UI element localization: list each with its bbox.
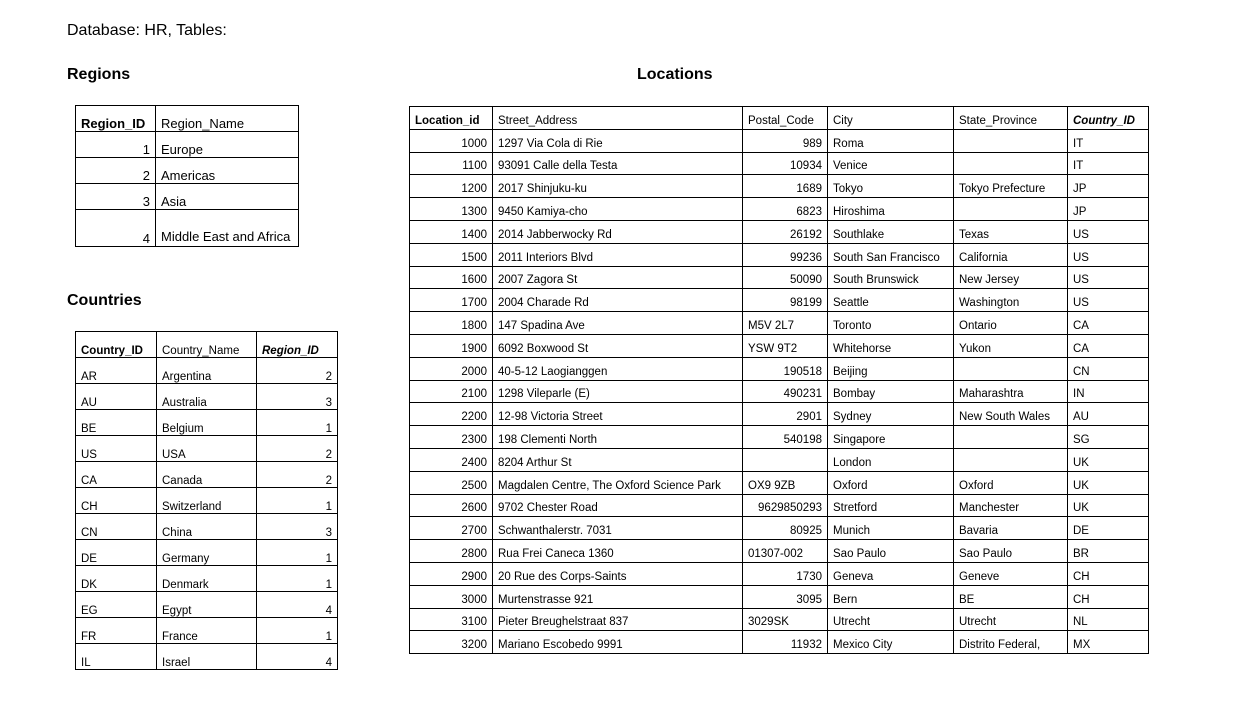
country-id-cell: MX: [1068, 631, 1149, 654]
state-province-cell: Manchester: [954, 494, 1068, 517]
table-row: [76, 184, 299, 210]
country-id-cell: US: [1068, 220, 1149, 243]
table-row: [76, 566, 338, 592]
state-province-cell: [954, 426, 1068, 449]
street-address-cell: Pieter Breughelstraat 837: [493, 608, 743, 631]
region-id-cell: 1: [257, 410, 338, 436]
country-id-cell: EG: [76, 592, 157, 618]
location-id-cell: 1100: [410, 152, 493, 175]
postal-code-cell: [743, 448, 828, 471]
col-header-city: City: [828, 107, 954, 130]
street-address-cell: 1297 Via Cola di Rie: [493, 129, 743, 152]
street-address-cell: 2011 Interiors Blvd: [493, 243, 743, 266]
country-id-cell: US: [1068, 243, 1149, 266]
postal-code-cell: 989: [743, 129, 828, 152]
table-row: [76, 644, 338, 670]
location-id-cell: 1600: [410, 266, 493, 289]
postal-code-cell: 98199: [743, 289, 828, 312]
location-id-cell: 2900: [410, 562, 493, 585]
table-row: [410, 152, 1149, 175]
country-id-cell: NL: [1068, 608, 1149, 631]
city-cell: Sao Paulo: [828, 540, 954, 563]
state-province-cell: Geneve: [954, 562, 1068, 585]
location-id-cell: 2100: [410, 380, 493, 403]
postal-code-cell: 10934: [743, 152, 828, 175]
country-id-cell: IN: [1068, 380, 1149, 403]
table-row: [410, 403, 1149, 426]
postal-code-cell: 2901: [743, 403, 828, 426]
state-province-cell: Oxford: [954, 471, 1068, 494]
country-id-cell: US: [1068, 266, 1149, 289]
region-name-cell: Americas: [156, 158, 299, 184]
table-row: [410, 631, 1149, 654]
state-province-cell: Ontario: [954, 312, 1068, 335]
street-address-cell: 1298 Vileparle (E): [493, 380, 743, 403]
location-id-cell: 3200: [410, 631, 493, 654]
region-id-cell: 1: [76, 132, 156, 158]
state-province-cell: [954, 198, 1068, 221]
state-province-cell: Sao Paulo: [954, 540, 1068, 563]
table-row: [410, 608, 1149, 631]
city-cell: Venice: [828, 152, 954, 175]
region-id-cell: 1: [257, 540, 338, 566]
table-row: [410, 243, 1149, 266]
postal-code-cell: 540198: [743, 426, 828, 449]
street-address-cell: 40-5-12 Laogianggen: [493, 357, 743, 380]
countries-heading: Countries: [67, 292, 142, 309]
postal-code-cell: 99236: [743, 243, 828, 266]
locations-heading: Locations: [637, 66, 713, 83]
city-cell: Hiroshima: [828, 198, 954, 221]
col-header-country-name: Country_Name: [157, 332, 257, 358]
street-address-cell: Mariano Escobedo 9991: [493, 631, 743, 654]
street-address-cell: 9702 Chester Road: [493, 494, 743, 517]
country-id-cell: CH: [1068, 585, 1149, 608]
city-cell: Beijing: [828, 357, 954, 380]
state-province-cell: Distrito Federal,: [954, 631, 1068, 654]
city-cell: Bombay: [828, 380, 954, 403]
col-header-region-name: Region_Name: [156, 106, 299, 132]
country-id-cell: CA: [1068, 334, 1149, 357]
postal-code-cell: 80925: [743, 517, 828, 540]
city-cell: Stretford: [828, 494, 954, 517]
state-province-cell: [954, 152, 1068, 175]
region-id-cell: 3: [76, 184, 156, 210]
region-id-cell: 4: [257, 644, 338, 670]
location-id-cell: 2600: [410, 494, 493, 517]
country-name-cell: Egypt: [157, 592, 257, 618]
postal-code-cell: YSW 9T2: [743, 334, 828, 357]
regions-table: [75, 105, 299, 247]
table-row: [76, 410, 338, 436]
postal-code-cell: M5V 2L7: [743, 312, 828, 335]
postal-code-cell: 490231: [743, 380, 828, 403]
table-row: [410, 494, 1149, 517]
postal-code-cell: 1730: [743, 562, 828, 585]
state-province-cell: Utrecht: [954, 608, 1068, 631]
postal-code-cell: 3095: [743, 585, 828, 608]
state-province-cell: [954, 129, 1068, 152]
city-cell: London: [828, 448, 954, 471]
country-id-cell: UK: [1068, 494, 1149, 517]
table-row: [410, 380, 1149, 403]
postal-code-cell: 11932: [743, 631, 828, 654]
table-row: [76, 540, 338, 566]
state-province-cell: Maharashtra: [954, 380, 1068, 403]
postal-code-cell: OX9 9ZB: [743, 471, 828, 494]
street-address-cell: 2014 Jabberwocky Rd: [493, 220, 743, 243]
country-id-cell: DE: [1068, 517, 1149, 540]
city-cell: Tokyo: [828, 175, 954, 198]
street-address-cell: 2004 Charade Rd: [493, 289, 743, 312]
country-id-cell: DK: [76, 566, 157, 592]
country-id-cell: CN: [76, 514, 157, 540]
location-id-cell: 1400: [410, 220, 493, 243]
country-id-cell: AU: [1068, 403, 1149, 426]
state-province-cell: New South Wales: [954, 403, 1068, 426]
location-id-cell: 1000: [410, 129, 493, 152]
col-header-country-id: Country_ID: [1068, 107, 1149, 130]
country-id-cell: CH: [1068, 562, 1149, 585]
country-name-cell: Switzerland: [157, 488, 257, 514]
table-row: [410, 129, 1149, 152]
city-cell: Sydney: [828, 403, 954, 426]
street-address-cell: 147 Spadina Ave: [493, 312, 743, 335]
city-cell: Seattle: [828, 289, 954, 312]
state-province-cell: Bavaria: [954, 517, 1068, 540]
city-cell: Oxford: [828, 471, 954, 494]
postal-code-cell: 50090: [743, 266, 828, 289]
country-id-cell: AU: [76, 384, 157, 410]
region-name-cell: Middle East and Africa: [156, 210, 299, 247]
table-row: [410, 471, 1149, 494]
country-name-cell: Belgium: [157, 410, 257, 436]
location-id-cell: 2400: [410, 448, 493, 471]
table-row: [410, 357, 1149, 380]
country-name-cell: Canada: [157, 462, 257, 488]
location-id-cell: 1700: [410, 289, 493, 312]
region-id-cell: 2: [257, 358, 338, 384]
region-id-cell: 3: [257, 514, 338, 540]
col-header-postal-code: Postal_Code: [743, 107, 828, 130]
street-address-cell: Murtenstrasse 921: [493, 585, 743, 608]
table-row: [76, 462, 338, 488]
street-address-cell: 9450 Kamiya-cho: [493, 198, 743, 221]
regions-header-row: [76, 106, 299, 132]
state-province-cell: [954, 357, 1068, 380]
region-id-cell: 4: [76, 210, 156, 247]
countries-table: [75, 331, 338, 670]
country-name-cell: Argentina: [157, 358, 257, 384]
countries-header-row: [76, 332, 338, 358]
country-id-cell: US: [76, 436, 157, 462]
country-id-cell: CA: [76, 462, 157, 488]
country-name-cell: Israel: [157, 644, 257, 670]
street-address-cell: 2007 Zagora St: [493, 266, 743, 289]
region-name-cell: Asia: [156, 184, 299, 210]
country-id-cell: CA: [1068, 312, 1149, 335]
location-id-cell: 1900: [410, 334, 493, 357]
table-row: [410, 198, 1149, 221]
country-id-cell: BE: [76, 410, 157, 436]
table-row: [76, 592, 338, 618]
country-id-cell: SG: [1068, 426, 1149, 449]
state-province-cell: BE: [954, 585, 1068, 608]
location-id-cell: 2500: [410, 471, 493, 494]
state-province-cell: Yukon: [954, 334, 1068, 357]
location-id-cell: 1200: [410, 175, 493, 198]
col-header-country-id: Country_ID: [76, 332, 157, 358]
table-row: [410, 540, 1149, 563]
street-address-cell: 6092 Boxwood St: [493, 334, 743, 357]
location-id-cell: 1500: [410, 243, 493, 266]
state-province-cell: Texas: [954, 220, 1068, 243]
table-row: [410, 562, 1149, 585]
location-id-cell: 1800: [410, 312, 493, 335]
country-id-cell: AR: [76, 358, 157, 384]
country-name-cell: Denmark: [157, 566, 257, 592]
state-province-cell: Tokyo Prefecture: [954, 175, 1068, 198]
street-address-cell: Magdalen Centre, The Oxford Science Park: [493, 471, 743, 494]
country-name-cell: Australia: [157, 384, 257, 410]
postal-code-cell: 26192: [743, 220, 828, 243]
location-id-cell: 2800: [410, 540, 493, 563]
region-id-cell: 2: [257, 462, 338, 488]
city-cell: Utrecht: [828, 608, 954, 631]
state-province-cell: [954, 448, 1068, 471]
state-province-cell: Washington: [954, 289, 1068, 312]
country-id-cell: US: [1068, 289, 1149, 312]
region-id-cell: 3: [257, 384, 338, 410]
region-name-cell: Europe: [156, 132, 299, 158]
country-name-cell: China: [157, 514, 257, 540]
region-id-cell: 1: [257, 566, 338, 592]
postal-code-cell: 3029SK: [743, 608, 828, 631]
postal-code-cell: 9629850293: [743, 494, 828, 517]
country-id-cell: JP: [1068, 175, 1149, 198]
postal-code-cell: 1689: [743, 175, 828, 198]
table-row: [410, 312, 1149, 335]
document-title: Database: HR, Tables:: [67, 22, 227, 39]
table-row: [410, 585, 1149, 608]
location-id-cell: 2000: [410, 357, 493, 380]
location-id-cell: 2700: [410, 517, 493, 540]
col-header-state-province: State_Province: [954, 107, 1068, 130]
country-id-cell: CN: [1068, 357, 1149, 380]
table-row: [410, 266, 1149, 289]
country-name-cell: USA: [157, 436, 257, 462]
street-address-cell: Schwanthalerstr. 7031: [493, 517, 743, 540]
region-id-cell: 2: [257, 436, 338, 462]
col-header-location-id: Location_id: [410, 107, 493, 130]
col-header-region-id: Region_ID: [257, 332, 338, 358]
table-row: [76, 210, 299, 247]
street-address-cell: 8204 Arthur St: [493, 448, 743, 471]
table-row: [410, 426, 1149, 449]
region-id-cell: 2: [76, 158, 156, 184]
city-cell: Southlake: [828, 220, 954, 243]
country-name-cell: Germany: [157, 540, 257, 566]
country-id-cell: JP: [1068, 198, 1149, 221]
region-id-cell: 1: [257, 488, 338, 514]
postal-code-cell: 01307-002: [743, 540, 828, 563]
city-cell: Bern: [828, 585, 954, 608]
country-id-cell: UK: [1068, 471, 1149, 494]
table-row: [76, 488, 338, 514]
table-row: [76, 384, 338, 410]
col-header-region-id: Region_ID: [76, 106, 156, 132]
col-header-street-address: Street_Address: [493, 107, 743, 130]
table-row: [410, 517, 1149, 540]
location-id-cell: 3100: [410, 608, 493, 631]
location-id-cell: 1300: [410, 198, 493, 221]
street-address-cell: 12-98 Victoria Street: [493, 403, 743, 426]
table-row: [76, 618, 338, 644]
table-row: [76, 158, 299, 184]
street-address-cell: 198 Clementi North: [493, 426, 743, 449]
country-id-cell: FR: [76, 618, 157, 644]
postal-code-cell: 190518: [743, 357, 828, 380]
country-id-cell: UK: [1068, 448, 1149, 471]
table-row: [410, 448, 1149, 471]
table-row: [410, 175, 1149, 198]
country-name-cell: France: [157, 618, 257, 644]
regions-heading: Regions: [67, 66, 131, 83]
location-id-cell: 2300: [410, 426, 493, 449]
country-id-cell: DE: [76, 540, 157, 566]
country-id-cell: IT: [1068, 152, 1149, 175]
country-id-cell: CH: [76, 488, 157, 514]
street-address-cell: 20 Rue des Corps-Saints: [493, 562, 743, 585]
city-cell: Singapore: [828, 426, 954, 449]
street-address-cell: 2017 Shinjuku-ku: [493, 175, 743, 198]
country-id-cell: IT: [1068, 129, 1149, 152]
city-cell: Whitehorse: [828, 334, 954, 357]
country-id-cell: BR: [1068, 540, 1149, 563]
table-row: [76, 436, 338, 462]
city-cell: South Brunswick: [828, 266, 954, 289]
region-id-cell: 1: [257, 618, 338, 644]
city-cell: Geneva: [828, 562, 954, 585]
city-cell: South San Francisco: [828, 243, 954, 266]
table-row: [410, 220, 1149, 243]
postal-code-cell: 6823: [743, 198, 828, 221]
street-address-cell: Rua Frei Caneca 1360: [493, 540, 743, 563]
city-cell: Toronto: [828, 312, 954, 335]
location-id-cell: 2200: [410, 403, 493, 426]
table-row: [76, 358, 338, 384]
table-row: [410, 334, 1149, 357]
street-address-cell: 93091 Calle della Testa: [493, 152, 743, 175]
location-id-cell: 3000: [410, 585, 493, 608]
region-id-cell: 4: [257, 592, 338, 618]
table-row: [76, 132, 299, 158]
table-row: [410, 289, 1149, 312]
table-row: [76, 514, 338, 540]
state-province-cell: New Jersey: [954, 266, 1068, 289]
locations-header-row: [410, 107, 1149, 130]
country-id-cell: IL: [76, 644, 157, 670]
locations-table: [409, 106, 1149, 654]
state-province-cell: California: [954, 243, 1068, 266]
city-cell: Roma: [828, 129, 954, 152]
city-cell: Munich: [828, 517, 954, 540]
city-cell: Mexico City: [828, 631, 954, 654]
